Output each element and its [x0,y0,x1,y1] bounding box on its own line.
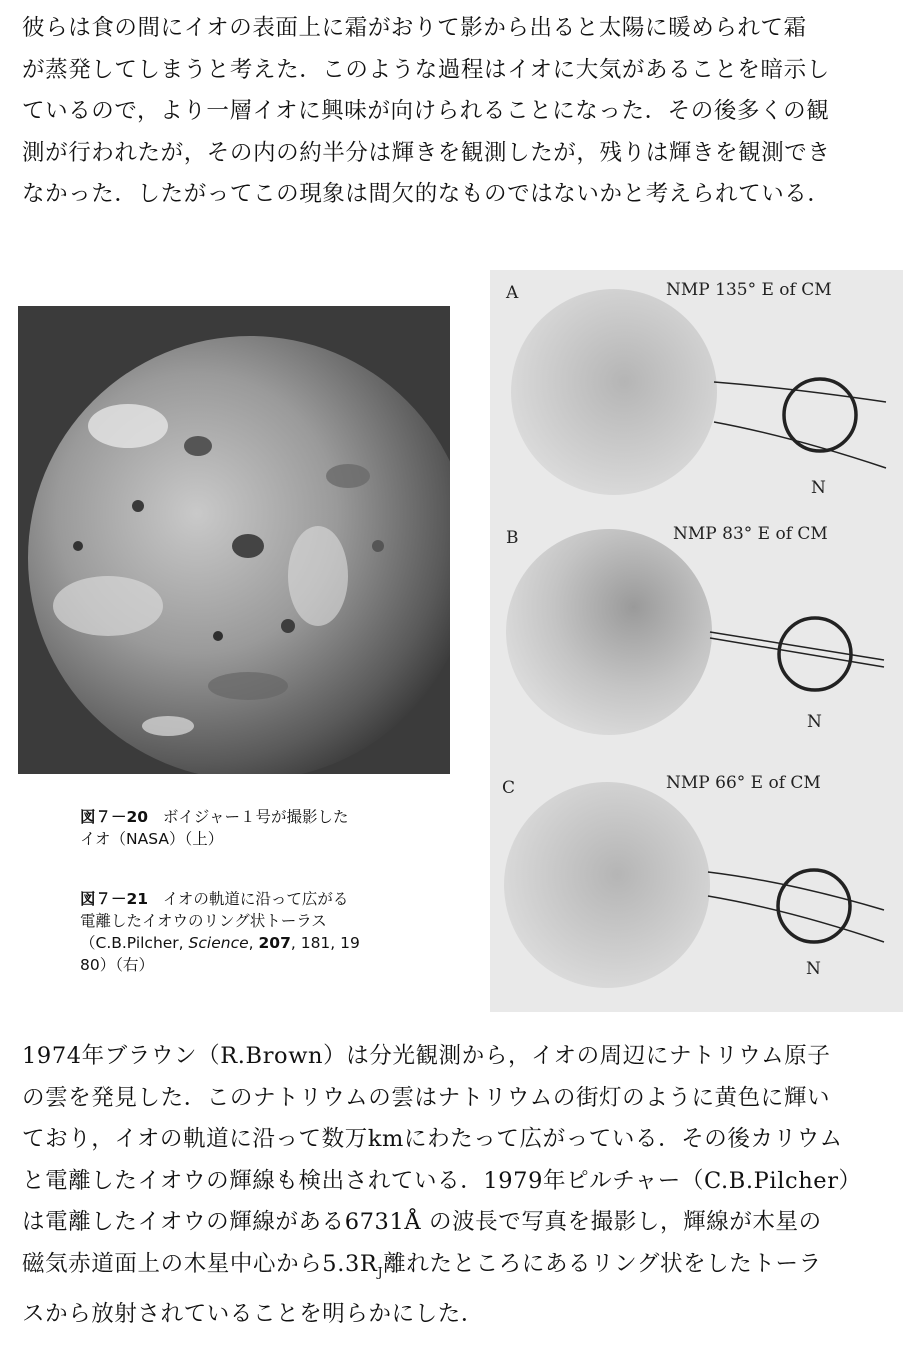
torus-diagrams [490,270,903,1012]
caption-text: ボイジャー１号が撮影した [162,808,349,826]
caption-number: 図７－21 [80,890,149,908]
text-line: 磁気赤道面上の木星中心から$5.3R_J$離れたところにあるリング状をしたトーラ [22,1250,822,1280]
text-line: と電離したイオウの輝線も検出されている．1979年ピルチャー（C.B.Pilcher） [22,1167,862,1194]
caption-text: 80）（右） [80,956,154,974]
panel-letter-b: B [506,528,519,548]
caption-text: イオ（NASA）（上） [80,830,224,848]
torus-disc [511,289,717,495]
text-line: スから放射されていることを明らかにした． [22,1300,485,1327]
caption-number: 図７－20 [80,808,149,826]
jupiter-circle [784,379,856,451]
io-photo-graphic [18,306,450,774]
torus-figure [490,270,903,1012]
text-line: 彼らは食の間にイオの表面上に霜がおりて影から出ると太陽に暖められて霜 [22,15,807,41]
orbit-line [710,632,884,660]
panel-label-b: NMP 83° E of CM [673,524,828,544]
panel-label-a: NMP 135° E of CM [666,280,832,300]
caption-text: イオの軌道に沿って広がる [162,890,349,908]
panel-letter-c: C [502,778,516,798]
figure-caption-7-20 [80,806,349,850]
orbit-line [708,872,884,910]
panel-b-diagram [506,529,884,735]
torus-disc [506,529,712,735]
io-voyager-photo [18,306,450,774]
body-paragraph-top [22,8,831,216]
panel-label-c: NMP 66° E of CM [666,773,821,793]
journal-name: Science [188,934,249,952]
jupiter-circle [779,618,851,690]
panel-a-diagram [511,289,886,495]
north-label-c: N [806,959,821,979]
caption-text: 電離したイオウのリング状トーラス [80,912,327,930]
torus-disc [504,782,710,988]
north-label-b: N [807,712,822,732]
subscript-j: J [377,1265,384,1280]
text-line: の雲を発見した．このナトリウムの雲はナトリウムの街灯のように黄色に輝い [22,1084,831,1111]
north-label-a: N [811,478,826,498]
text-line: 測が行われたが，その内の約半分は輝きを観測したが，残りは輝きを観測でき [22,139,831,166]
journal-volume: 207 [258,934,291,952]
body-paragraph-bottom [22,1036,862,1335]
jupiter-circle [778,870,850,942]
text-line: なかった．したがってこの現象は間欠的なものではないかと考えられている． [22,181,831,207]
text-line: 1974年ブラウン（R.Brown）は分光観測から，イオの周辺にナトリウム原子 [22,1043,831,1069]
text-line: は電離したイオウの輝線がある6731Å の波長で写真を撮影し，輝線が木星の [22,1209,822,1235]
text-line: が蒸発してしまうと考えた．このような過程はイオに大気があることを暗示し [22,56,830,83]
text-line: ているので，より一層イオに興味が向けられることになった．その後多くの観 [22,98,830,124]
orbit-line [710,638,884,667]
caption-reference: （C.B.Pilcher, Science, 207, 181, 19 [80,934,360,952]
panel-letter-a: A [506,283,519,303]
panel-c-diagram [504,782,884,988]
text-line: ており，イオの軌道に沿って数万kmにわたって広がっている．その後カリウム [22,1126,843,1152]
figure-caption-7-21 [80,888,360,976]
